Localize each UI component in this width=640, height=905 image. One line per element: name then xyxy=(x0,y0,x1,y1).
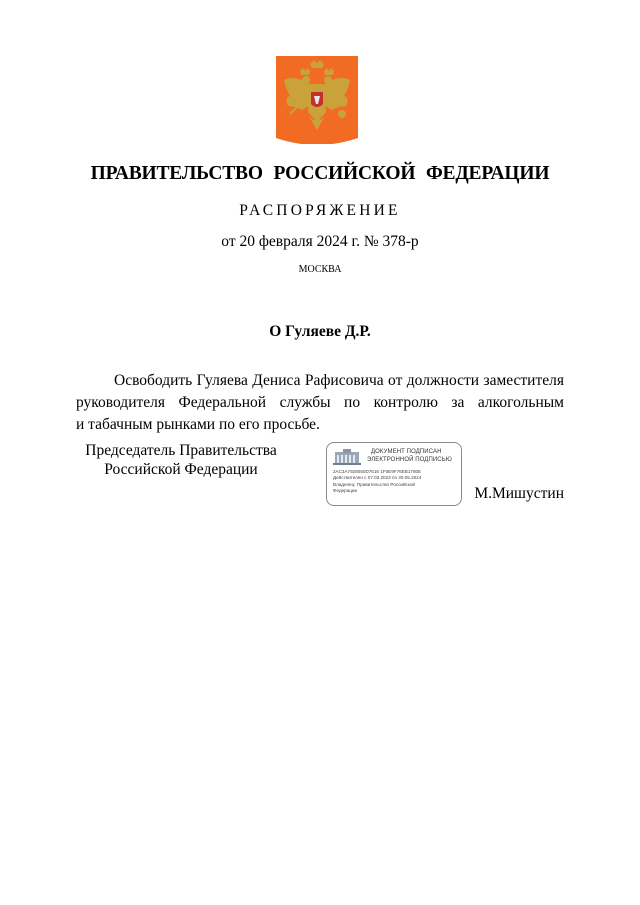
body-line: руководителя Федеральной службы по контролю за алкогольным xyxy=(76,394,564,411)
body-line: Освободить Гуляева Дениса Рафисовича от должности заместителя xyxy=(114,372,564,389)
stamp-owner: Федерации xyxy=(333,487,358,493)
stamp-details xyxy=(333,469,459,494)
signatory-position-line: Российской Федерации xyxy=(104,461,258,478)
stamp-title-line: ЭЛЕКТРОННОЙ ПОДПИСЬЮ xyxy=(367,457,452,463)
electronic-signature-stamp xyxy=(326,442,462,506)
signatory-position xyxy=(76,441,286,479)
body-line: и табачным рынками по его просьбе. xyxy=(76,416,320,433)
russian-coat-of-arms-icon xyxy=(276,56,358,144)
stamp-title-line: ДОКУМЕНТ ПОДПИСАН xyxy=(371,449,442,455)
emblem xyxy=(276,56,358,144)
document-type: РАСПОРЯЖЕНИЕ xyxy=(239,202,401,219)
document-subject: О Гуляеве Д.Р. xyxy=(269,323,371,340)
stamp-validity: Действителен с 07.03.2023 по 30.05.2024 xyxy=(333,475,422,481)
document-date-number: от 20 февраля 2024 г. № 378-р xyxy=(221,233,419,250)
government-building-icon xyxy=(333,449,361,465)
organization-title: ПРАВИТЕЛЬСТВО РОССИЙСКОЙ ФЕДЕРАЦИИ xyxy=(90,163,550,184)
document-body xyxy=(76,370,564,436)
stamp-owner: Владелец: Правительство Российской xyxy=(333,481,415,487)
document-city: МОСКВА xyxy=(298,264,342,275)
signatory-name: М.Мишустин xyxy=(474,485,564,502)
stamp-certificate: 2AC3A7928050D7616 1F0E9F76EB1780E xyxy=(333,469,422,474)
signatory-position-line: Председатель Правительства xyxy=(85,442,277,459)
stamp-title xyxy=(367,448,461,464)
